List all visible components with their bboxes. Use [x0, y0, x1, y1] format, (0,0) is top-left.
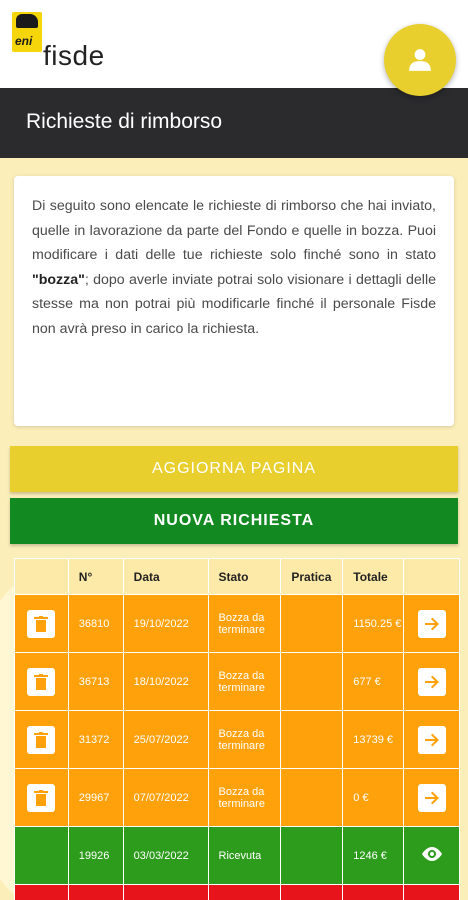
cell-totale: 1150.25 €: [343, 595, 404, 653]
intro-text: [32, 194, 436, 341]
logo-badge-text: eni: [15, 34, 33, 48]
cell-stato: Bozza da terminare: [208, 595, 281, 653]
delete-cell: [15, 653, 69, 711]
open-cell: [404, 711, 460, 769]
arrow-right-icon: [424, 790, 440, 806]
cell-data: 03/03/2022: [123, 827, 208, 885]
delete-button[interactable]: [27, 726, 55, 754]
intro-text-after: ; dopo averle inviate potrai solo visionare i dettagli delle stesse ma non potrai più modificarle finché il personale Fisde non avrà preso in carico la richiesta.: [32, 271, 436, 337]
intro-text-before: Di seguito sono elencate le richieste di rimborso che hai inviato, quelle in lavorazione da parte del Fondo e quelle in bozza. Puoi modificare i dati delle tue richieste solo finché sono in stato: [32, 198, 436, 263]
header-pratica: Pratica: [281, 559, 343, 595]
table-row: [15, 653, 460, 711]
delete-button[interactable]: [27, 610, 55, 638]
requests-table: [14, 558, 460, 900]
trash-icon: [34, 674, 48, 690]
open-draft-button[interactable]: [418, 726, 446, 754]
table-row: [15, 711, 460, 769]
trash-icon: [34, 732, 48, 748]
delete-button[interactable]: [27, 784, 55, 812]
arrow-right-icon: [424, 674, 440, 690]
delete-button[interactable]: [27, 668, 55, 696]
refresh-page-button[interactable]: AGGIORNA PAGINA: [10, 446, 458, 492]
user-icon: [407, 47, 433, 73]
intro-card: [14, 176, 454, 426]
trash-icon: [34, 616, 48, 632]
eni-badge: [12, 12, 42, 52]
cell-data: 25/07/2022: [123, 711, 208, 769]
arrow-right-icon: [424, 616, 440, 632]
trash-icon: [34, 790, 48, 806]
intro-text-bold: "bozza": [32, 271, 85, 288]
eye-icon: [420, 846, 444, 862]
cell-totale: 1246 €: [343, 827, 404, 885]
header-stato: Stato: [208, 559, 281, 595]
cell-numero: 36810: [68, 595, 123, 653]
arrow-right-icon: [424, 732, 440, 748]
cell-numero: 36713: [68, 653, 123, 711]
cell-pratica: [281, 595, 343, 653]
cell-pratica: [281, 711, 343, 769]
delete-cell: [15, 595, 69, 653]
logo-text: fisde: [43, 40, 105, 71]
cell-pratica: [281, 769, 343, 827]
header-numero: N°: [68, 559, 123, 595]
open-draft-button[interactable]: [418, 668, 446, 696]
cell-totale: 0 €: [343, 769, 404, 827]
six-legged-dog-icon: [16, 14, 38, 28]
header-actions: [15, 559, 69, 595]
open-cell: [404, 595, 460, 653]
delete-cell: [15, 769, 69, 827]
empty-action-cell: [15, 827, 69, 885]
cell-pratica: [281, 653, 343, 711]
cell-numero: 19926: [68, 827, 123, 885]
open-cell: [404, 653, 460, 711]
header-data: Data: [123, 559, 208, 595]
cell-data: 07/07/2022: [123, 769, 208, 827]
open-cell: [404, 769, 460, 827]
cell-numero: 31372: [68, 711, 123, 769]
open-draft-button[interactable]: [418, 784, 446, 812]
open-cell: [404, 827, 460, 885]
cell-data: 18/10/2022: [123, 653, 208, 711]
view-request-button[interactable]: [420, 846, 444, 862]
cell-stato: Ricevuta: [208, 827, 281, 885]
cell-totale: 13739 €: [343, 711, 404, 769]
header-open: [404, 559, 460, 595]
open-draft-button[interactable]: [418, 610, 446, 638]
header-totale: Totale: [343, 559, 404, 595]
table-header-row: [15, 559, 460, 595]
eni-fisde-logo: [12, 10, 132, 76]
user-profile-button[interactable]: [384, 24, 456, 96]
table-row: [15, 885, 460, 900]
table-row: [15, 769, 460, 827]
page-title-bar: [0, 88, 468, 158]
delete-cell: [15, 711, 69, 769]
page-title: Richieste di rimborso: [26, 110, 223, 133]
cell-stato: Bozza da terminare: [208, 769, 281, 827]
new-request-button[interactable]: NUOVA RICHIESTA: [10, 498, 458, 544]
table-row: [15, 827, 460, 885]
cell-stato: Bozza da terminare: [208, 711, 281, 769]
cell-totale: 677 €: [343, 653, 404, 711]
cell-numero: 29967: [68, 769, 123, 827]
cell-stato: Bozza da terminare: [208, 653, 281, 711]
cell-data: 19/10/2022: [123, 595, 208, 653]
table-row: [15, 595, 460, 653]
cell-pratica: [281, 827, 343, 885]
